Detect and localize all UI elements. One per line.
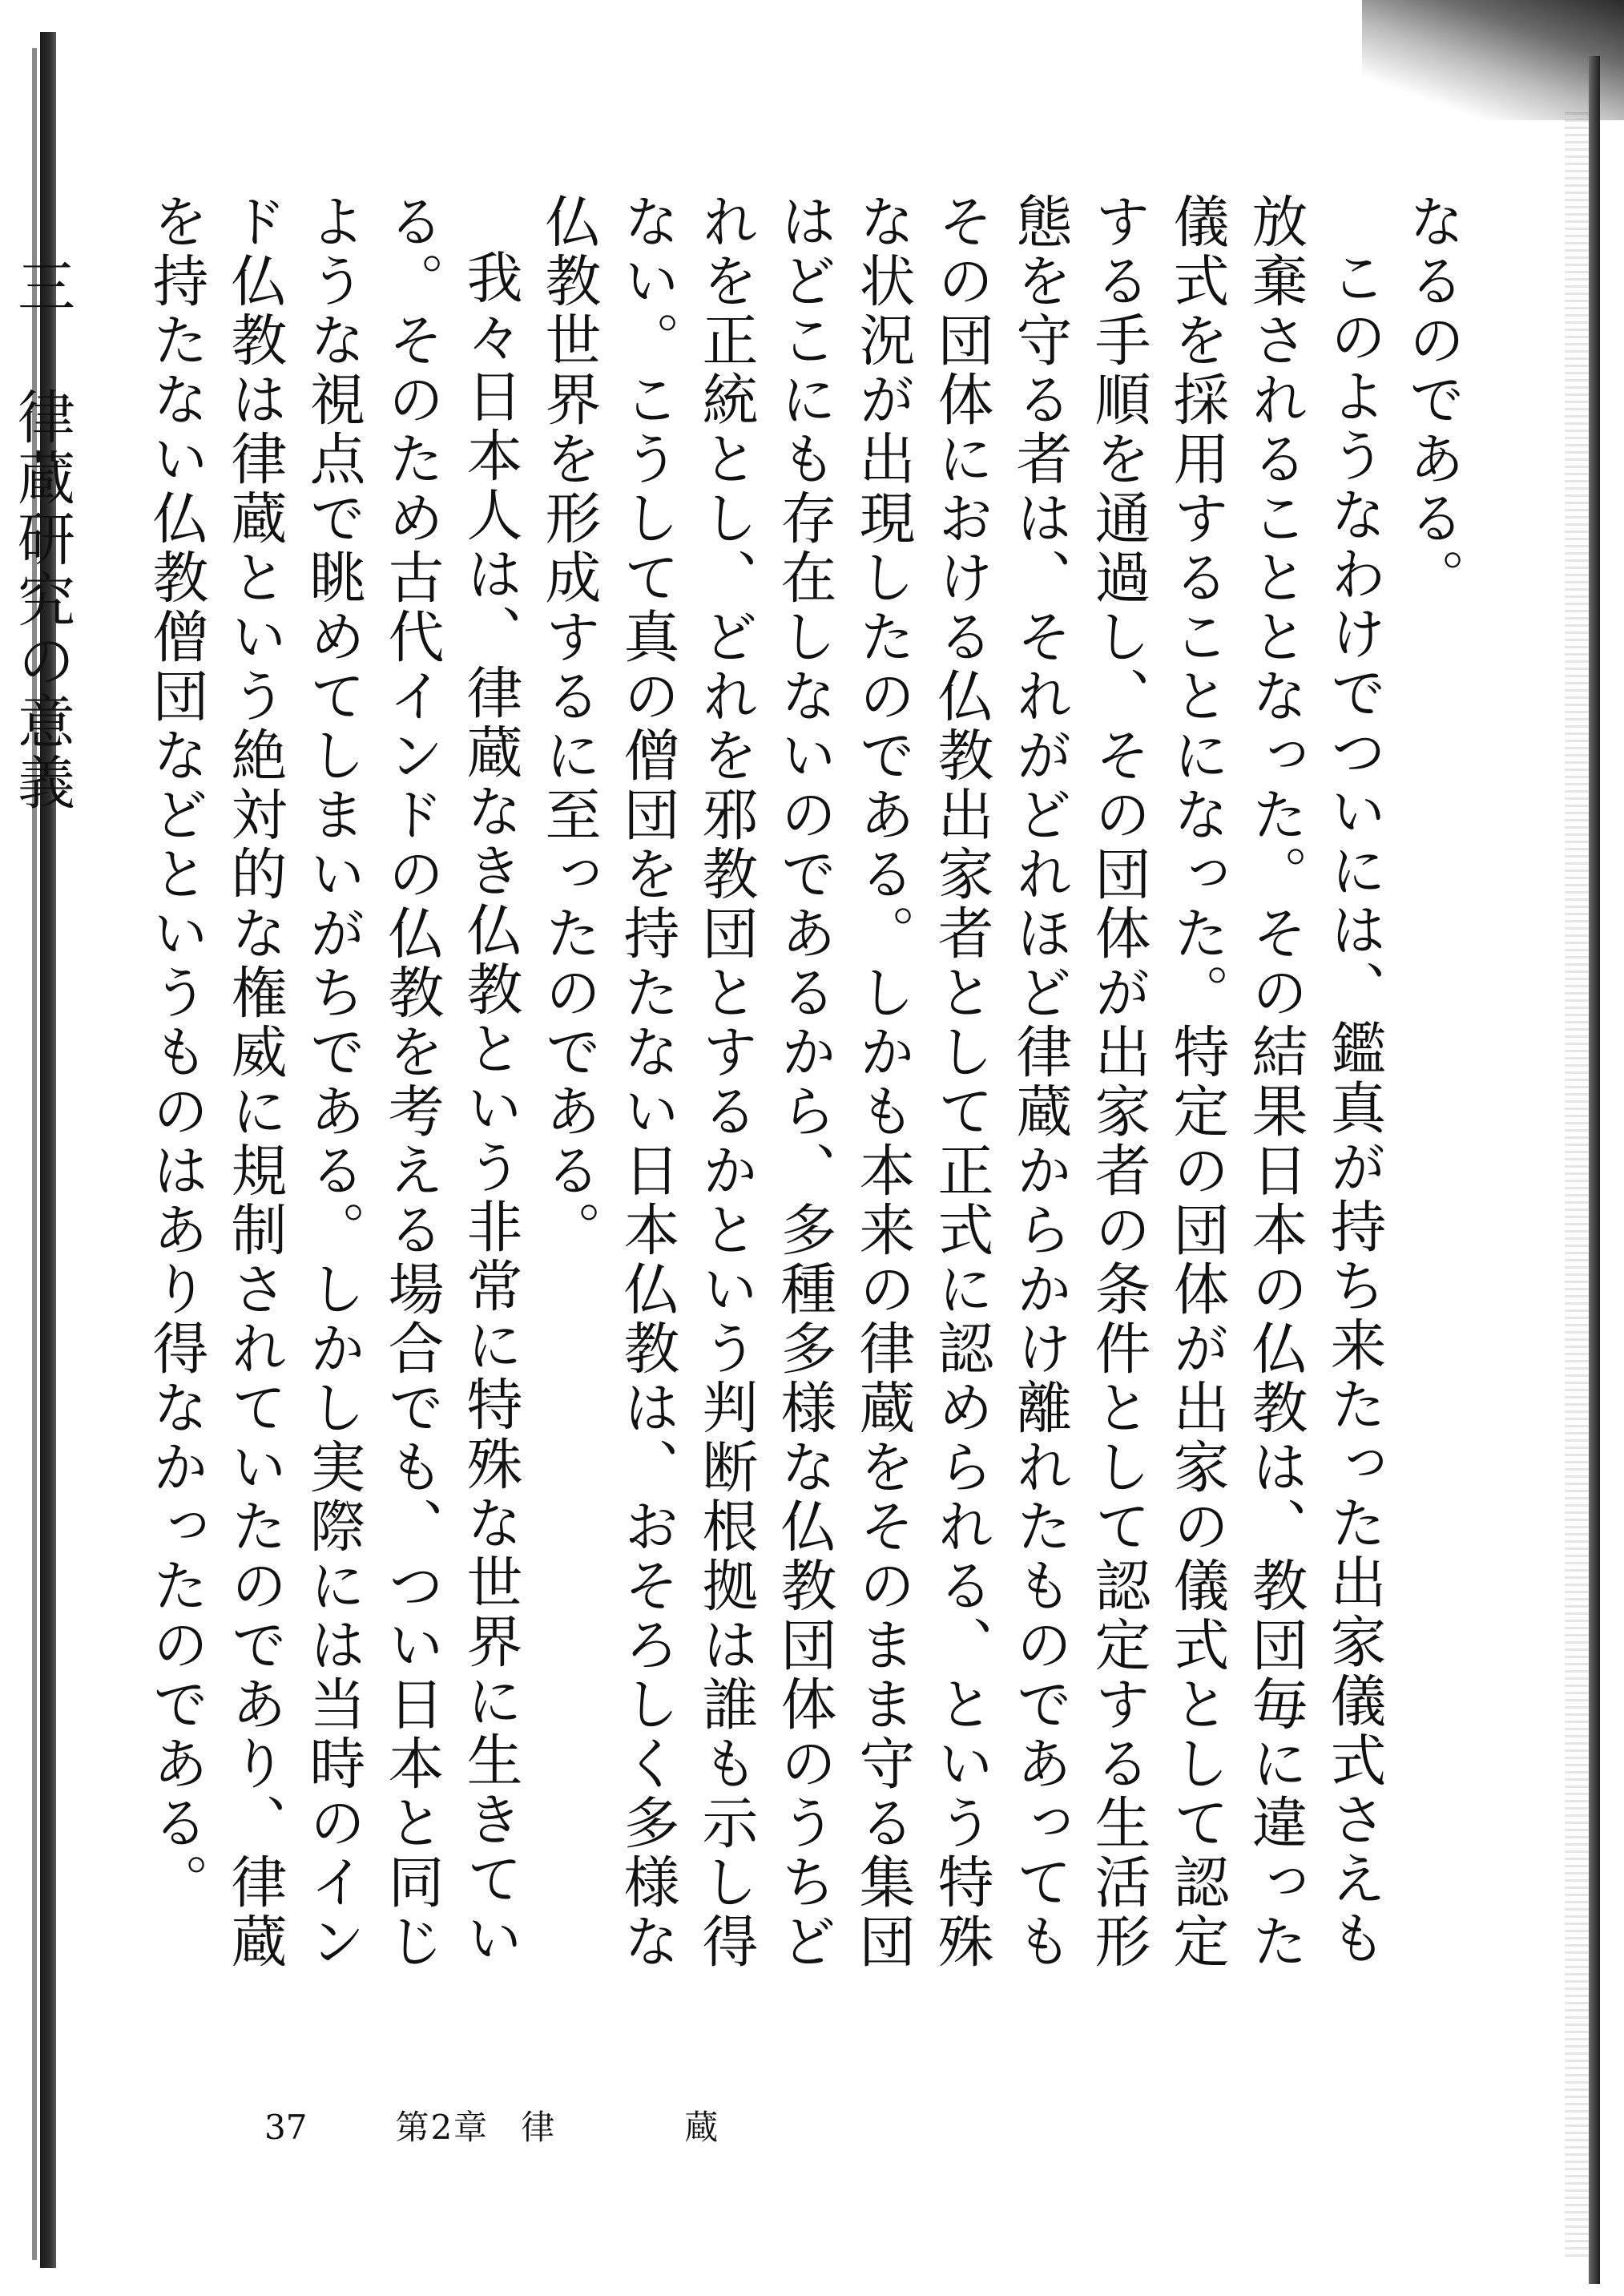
- page-footer: [264, 2101, 766, 2149]
- paragraph-1: なるのである。: [1400, 192, 1465, 607]
- scan-edge-noise: [1565, 112, 1589, 2260]
- section-number: 三: [8, 256, 75, 317]
- chapter-title: 律 蔵: [521, 2108, 767, 2147]
- scan-page-edge: [1589, 56, 1600, 2284]
- section-heading: [2, 192, 81, 2020]
- paragraph-3: 我々日本人は、律蔵なき仏教という非常に特殊な世界に生きている。そのため古代インドの仏教を考える場合でも、つい日本と同じような視点で眺めてしまいがちである。しかし実際には当時のインド仏教は律蔵という絶対的な権威に規制されていたのであり、律蔵を持たない仏教僧団などというものはあり得なかったのである。: [143, 192, 523, 1971]
- scan-corner-shadow: [1362, 0, 1624, 120]
- section-title: 律蔵研究の意義: [8, 386, 75, 813]
- main-text: [0, 192, 1472, 2020]
- page-number: 37: [264, 2108, 308, 2147]
- chapter-label: 第2章: [395, 2108, 490, 2147]
- paragraph-2: このようなわけでついには、鑑真が持ち来たった出家儀式さえも放棄されることとなった。その結果日本の仏教は、教団毎に違った儀式を採用することになった。特定の団体が出家の儀式として認定する手順を通過し、その団体が出家者の条件として認定する生活形態を守る者は、それがどれほど律蔵からかけ離れたものであってもその団体における仏教出家者として正式に認められる、という特殊な状況が出現したのである。しかも本来の律蔵をそのまま守る集団はどこにも存在しないのであるから、多種多様な仏教団体のうちどれを正統とし、どれを邪教団とするかという判断根拠は誰も示し得ない。こうして真の僧団を持たない日本仏教は、おそろしく多様な仏教世界を形成するに至ったのである。: [536, 192, 1387, 1971]
